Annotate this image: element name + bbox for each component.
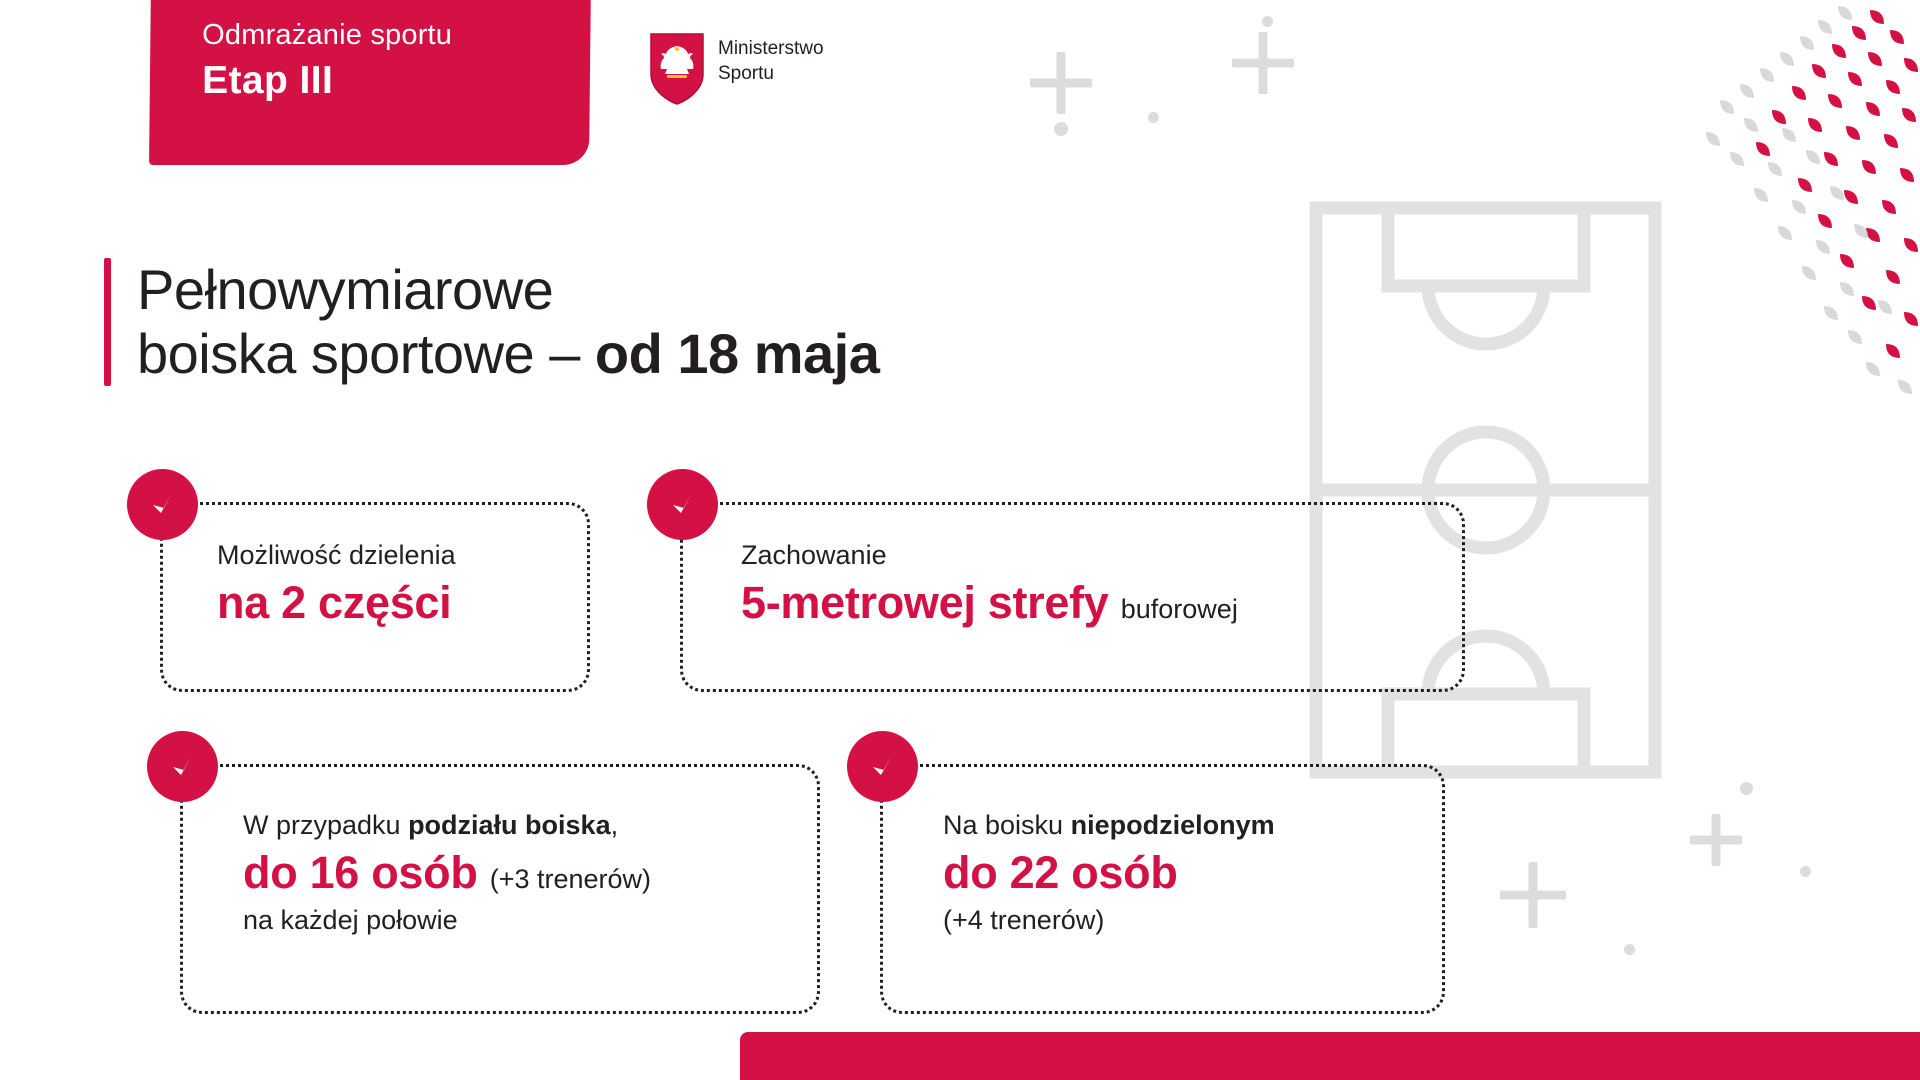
ministry-logo — [648, 32, 824, 111]
bottom-accent-bar — [740, 1032, 1920, 1080]
dot-mark-icon — [1148, 112, 1159, 123]
polish-eagle-emblem-icon — [648, 32, 706, 111]
page-title-line2-bold: od 18 maja — [594, 321, 880, 385]
dot-mark-icon — [1624, 944, 1635, 955]
card-buffer-zone — [680, 502, 1465, 692]
card-highlight-suffix: buforowej — [1120, 593, 1238, 624]
card-text-prefix: W przypadku — [243, 810, 409, 840]
card-text-line3: (+4 trenerów) — [943, 905, 1105, 936]
page-title-line2-regular: boiska sportowe – — [137, 321, 595, 385]
check-mark-icon — [647, 469, 718, 540]
plus-mark-icon — [1232, 32, 1294, 94]
card-text-bold: niepodzielonym — [1070, 810, 1275, 840]
card-text-suffix: , — [610, 810, 619, 840]
ribbon-subtitle: Odmrażanie sportu — [202, 19, 453, 51]
dot-mark-icon — [1800, 866, 1811, 877]
ministry-name-line2: Sportu — [718, 63, 774, 85]
card-highlight: do 22 osób — [943, 846, 1178, 898]
plus-mark-icon — [1690, 814, 1742, 866]
plus-mark-icon — [1030, 52, 1092, 114]
page-title — [104, 258, 879, 386]
check-mark-icon — [147, 731, 218, 802]
dot-mark-icon — [1262, 16, 1273, 27]
card-undivided-pitch-limit — [880, 764, 1445, 1014]
card-text-line1: Zachowanie — [741, 540, 887, 570]
card-text-prefix: Na boisku — [943, 810, 1071, 840]
card-text-bold: podziału boiska — [408, 810, 611, 840]
plus-mark-icon — [1500, 862, 1566, 928]
page-title-line1: Pełnowymiarowe — [137, 258, 554, 321]
card-highlight: do 16 osób — [243, 846, 478, 898]
card-text-line1: Możliwość dzielenia — [217, 540, 456, 570]
card-divided-pitch-limit — [180, 764, 820, 1014]
title-accent-bar — [104, 258, 111, 386]
card-highlight: na 2 części — [217, 576, 452, 628]
check-mark-icon — [847, 731, 918, 802]
check-mark-icon — [127, 469, 198, 540]
ribbon-stage-banner — [149, 0, 591, 165]
football-pitch-icon — [1308, 200, 1663, 785]
card-division-possibility — [160, 502, 590, 692]
card-highlight-suffix: (+3 trenerów) — [489, 863, 652, 894]
ribbon-title: Etap III — [202, 58, 334, 102]
dot-mark-icon — [1054, 122, 1068, 136]
ministry-name-line1: Ministerstwo — [718, 38, 824, 59]
card-highlight: 5-metrowej strefy — [741, 576, 1109, 628]
dot-mark-icon — [1740, 782, 1753, 795]
card-text-line3: na każdej połowie — [243, 905, 458, 936]
